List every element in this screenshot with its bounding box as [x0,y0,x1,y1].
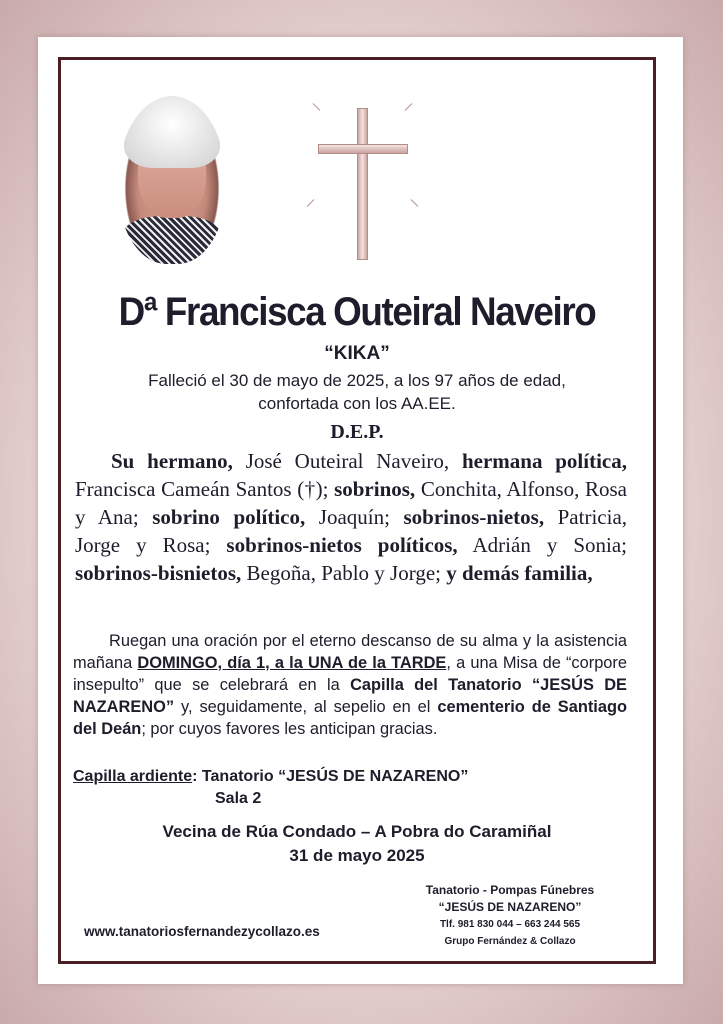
family-paragraph [75,447,627,587]
death-notice [66,369,648,415]
residence: Vecina de Rúa Condado – A Pobra do Caramiñal [162,822,552,841]
death-line-2: confortada con los AA.EE. [258,394,456,413]
chapel-info [73,766,633,810]
deceased-name [89,290,624,335]
funeral-home-phone: Tlf. 981 830 044 – 663 244 565 [439,919,581,930]
residence-block [66,820,648,868]
family-text-run: sobrinos-nietos políticos, [226,533,458,557]
family-text-run: sobrinos-bisnietos, [75,561,242,585]
funeral-home-line-2: “JESÚS DE NAZARENO” [438,900,582,914]
nickname: “KIKA” [324,343,390,364]
family-text-run: Conchita, Alfonso, Rosa y Ana; [75,477,628,529]
funeral-home-group: Grupo Fernández & Collazo [444,936,576,947]
family-text-run: Francisca Cameán Santos (†); [75,477,335,501]
dep-heading: D.E.P. [330,421,384,443]
death-line-1: Falleció el 30 de mayo de 2025, a los 97 años de edad, [148,371,566,390]
family-text-run: Patricia, Jorge y Rosa; [75,505,628,557]
family-text-run: sobrino político, [152,505,306,529]
prayer-text-run: DOMINGO, día 1, a la UNA de la TARDE [137,654,447,672]
prayer-text-run: Capilla del Tanatorio “JESÚS DE NAZARENO” [73,676,627,716]
family-text-run: Su hermano, [111,449,233,473]
prayer-text-run: y, seguidamente, al sepelio en el [174,698,438,716]
family-text-run: Joaquín; [305,505,404,529]
prayer-text-run: Ruegan una oración por el eterno descanso de su alma y la asistencia mañana [73,632,627,672]
prayer-paragraph [73,630,627,740]
family-text-run: Begoña, Pablo y Jorge; [241,561,447,585]
deceased-portrait [118,96,226,264]
funeral-home-block [400,882,620,950]
prayer-text-run: ; por cuyos favores les anticipan gracias. [141,720,438,738]
prayer-text-run: , a una Misa de “corpore insepulto” que se celebrará en la [73,654,628,694]
family-text-run: y demás familia, [446,561,593,585]
cross-icon [300,98,426,268]
family-text-run: José Outeiral Naveiro, [232,449,462,473]
family-text-run: Adrián y Sonia; [457,533,627,557]
website-link[interactable]: www.tanatoriosfernandezycollazo.es [84,924,320,939]
family-text-run: hermana política, [461,449,627,473]
notice-date: 31 de mayo 2025 [289,846,425,865]
chapel-label: Capilla ardiente [73,768,193,785]
prayer-text-run: cementerio de Santiago del Deán [73,698,627,738]
family-text-run: sobrinos, [334,477,416,501]
chapel-value: : Tanatorio “JESÚS DE NAZARENO” [192,768,469,785]
family-text-run: sobrinos-nietos, [403,505,545,529]
name-prefix: Dª [118,290,165,334]
chapel-room: Sala 2 [215,790,262,807]
name-full: Francisca Outeiral Naveiro [164,290,596,334]
funeral-home-line-1: Tanatorio - Pompas Fúnebres [425,883,595,897]
